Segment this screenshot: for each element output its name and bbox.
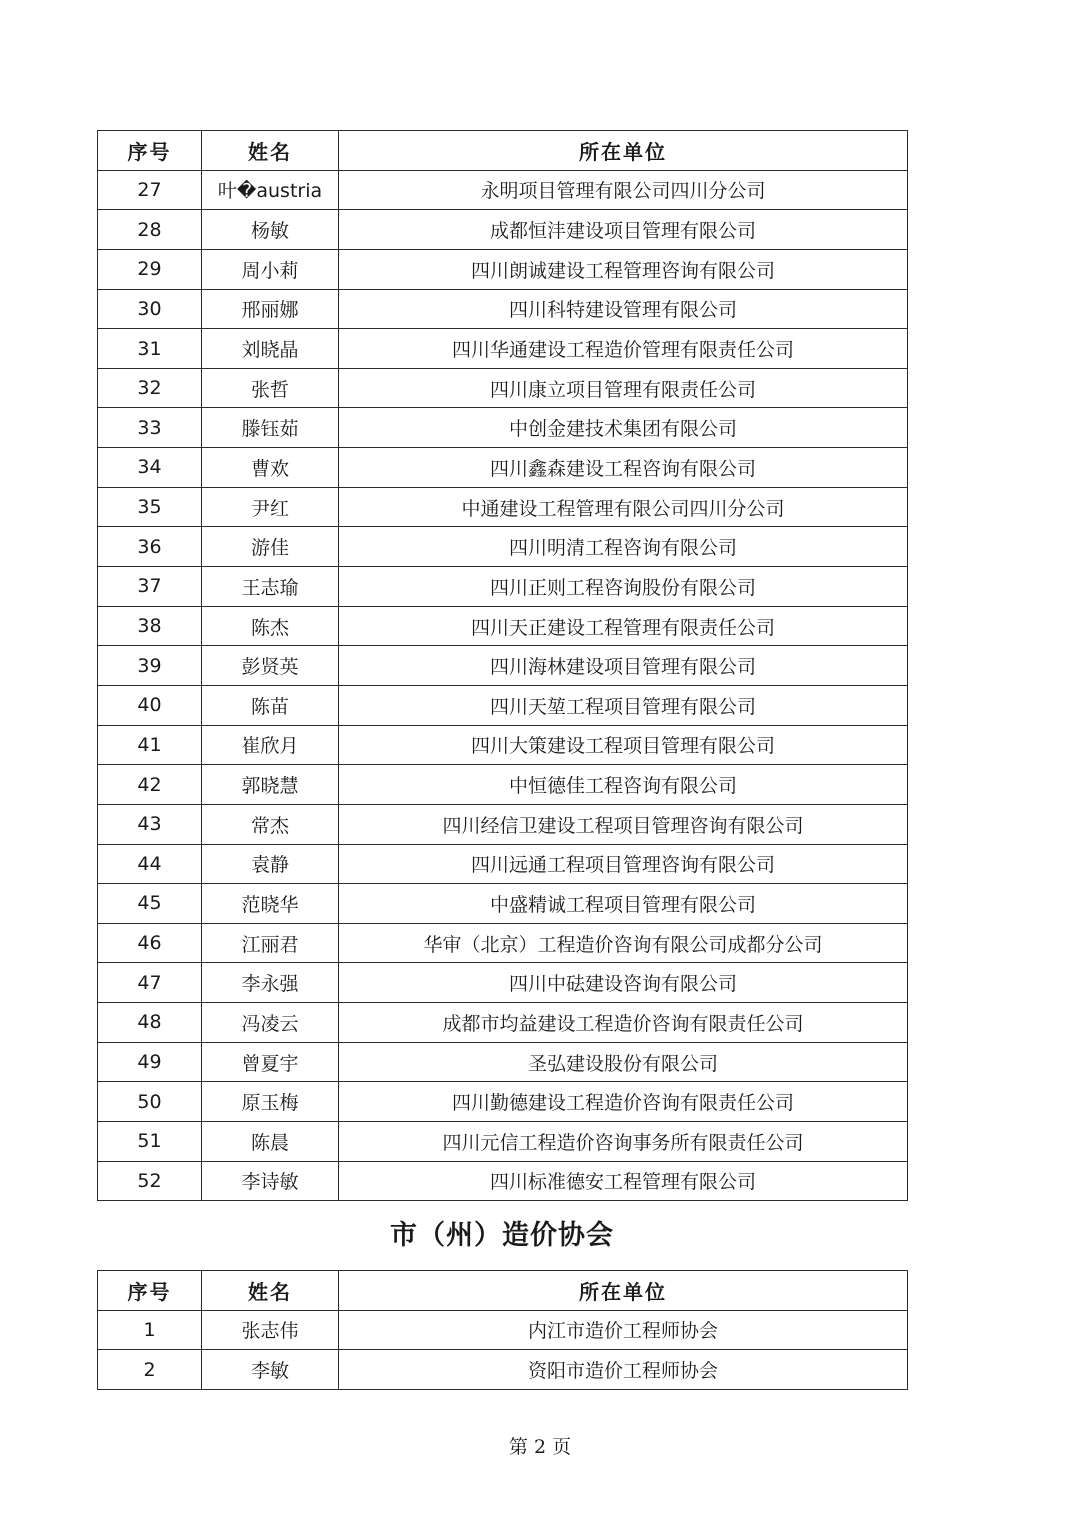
cell-no: 47: [98, 963, 202, 1003]
table-row: [98, 765, 908, 805]
cell-no: 2: [98, 1350, 202, 1390]
cell-no: 39: [98, 646, 202, 686]
cell-no: 46: [98, 923, 202, 963]
cell-unit: 成都恒沣建设项目管理有限公司: [339, 210, 908, 250]
cell-no: 32: [98, 368, 202, 408]
table-row: [98, 804, 908, 844]
cell-unit: 四川明清工程咨询有限公司: [339, 527, 908, 567]
cell-unit: 四川远通工程项目管理咨询有限公司: [339, 844, 908, 884]
table-row: [98, 606, 908, 646]
cell-no: 40: [98, 685, 202, 725]
cell-name: 原玉梅: [202, 1082, 339, 1122]
cell-unit: 四川朗诚建设工程管理咨询有限公司: [339, 249, 908, 289]
cell-no: 1: [98, 1310, 202, 1350]
cell-unit: 圣弘建设股份有限公司: [339, 1042, 908, 1082]
cell-unit: 四川科特建设管理有限公司: [339, 289, 908, 329]
main-list-body: [98, 170, 908, 1201]
cell-no: 52: [98, 1161, 202, 1201]
table-row: [98, 646, 908, 686]
cell-name: 郭晓慧: [202, 765, 339, 805]
cell-unit: 华审（北京）工程造价咨询有限公司成都分公司: [339, 923, 908, 963]
table-header-row: [98, 1271, 908, 1311]
table-row: [98, 685, 908, 725]
cell-name: 李敏: [202, 1350, 339, 1390]
table-row: [98, 527, 908, 567]
cell-name: 陈杰: [202, 606, 339, 646]
cell-no: 30: [98, 289, 202, 329]
cell-unit: 四川天正建设工程管理有限责任公司: [339, 606, 908, 646]
cell-unit: 四川天堃工程项目管理有限公司: [339, 685, 908, 725]
cell-unit: 四川元信工程造价咨询事务所有限责任公司: [339, 1122, 908, 1162]
cell-name: 张哲: [202, 368, 339, 408]
cell-unit: 中创金建技术集团有限公司: [339, 408, 908, 448]
header-name: 姓名: [202, 131, 339, 171]
cell-unit: 四川勤德建设工程造价咨询有限责任公司: [339, 1082, 908, 1122]
cell-name: 江丽君: [202, 923, 339, 963]
cell-unit: 四川华通建设工程造价管理有限责任公司: [339, 329, 908, 369]
cell-name: 周小莉: [202, 249, 339, 289]
cell-name: 李诗敏: [202, 1161, 339, 1201]
table-row: [98, 1350, 908, 1390]
cell-unit: 四川正则工程咨询股份有限公司: [339, 567, 908, 607]
cell-name: 崔欣月: [202, 725, 339, 765]
cell-no: 28: [98, 210, 202, 250]
cell-name: 陈晨: [202, 1122, 339, 1162]
cell-unit: 四川标准德安工程管理有限公司: [339, 1161, 908, 1201]
cell-name: 曾夏宇: [202, 1042, 339, 1082]
cell-name: 杨敏: [202, 210, 339, 250]
cell-no: 50: [98, 1082, 202, 1122]
table-row: [98, 408, 908, 448]
cell-name: 刘晓晶: [202, 329, 339, 369]
table-row: [98, 963, 908, 1003]
table-header-row: [98, 131, 908, 171]
cell-no: 49: [98, 1042, 202, 1082]
cell-name: 曹欢: [202, 448, 339, 488]
table-row: [98, 329, 908, 369]
table-row: [98, 249, 908, 289]
cell-name: 冯凌云: [202, 1003, 339, 1043]
city-association-table: [97, 1270, 908, 1390]
cell-no: 45: [98, 884, 202, 924]
cell-unit: 永明项目管理有限公司四川分公司: [339, 170, 908, 210]
section-title: 市（州）造价协会: [390, 1220, 614, 1251]
table-row: [98, 210, 908, 250]
cell-name: 范晓华: [202, 884, 339, 924]
cell-unit: 资阳市造价工程师协会: [339, 1350, 908, 1390]
cell-no: 43: [98, 804, 202, 844]
cell-name: 尹红: [202, 487, 339, 527]
cell-name: 张志伟: [202, 1310, 339, 1350]
table-row: [98, 923, 908, 963]
cell-name: 彭贤英: [202, 646, 339, 686]
city-list-body: [98, 1310, 908, 1389]
cell-unit: 四川海林建设项目管理有限公司: [339, 646, 908, 686]
table-row: [98, 884, 908, 924]
cell-name: 游佳: [202, 527, 339, 567]
table-row: [98, 448, 908, 488]
table-row: [98, 1310, 908, 1350]
cell-no: 33: [98, 408, 202, 448]
cell-name: 滕钰茹: [202, 408, 339, 448]
cell-unit: 四川中砝建设咨询有限公司: [339, 963, 908, 1003]
header-no: 序号: [98, 1271, 202, 1311]
cell-unit: 中恒德佳工程咨询有限公司: [339, 765, 908, 805]
cell-name: 袁静: [202, 844, 339, 884]
cell-unit: 中盛精诚工程项目管理有限公司: [339, 884, 908, 924]
cell-no: 44: [98, 844, 202, 884]
table-row: [98, 844, 908, 884]
cell-unit: 成都市均益建设工程造价咨询有限责任公司: [339, 1003, 908, 1043]
cell-unit: 中通建设工程管理有限公司四川分公司: [339, 487, 908, 527]
table-row: [98, 487, 908, 527]
cell-no: 36: [98, 527, 202, 567]
cell-name: 叶�austria: [202, 170, 339, 210]
table-row: [98, 1161, 908, 1201]
cell-no: 34: [98, 448, 202, 488]
cell-name: 王志瑜: [202, 567, 339, 607]
table-row: [98, 1042, 908, 1082]
main-list-table: [97, 130, 908, 1201]
table-row: [98, 1003, 908, 1043]
page-number: 第 2 页: [508, 1436, 572, 1458]
cell-unit: 四川经信卫建设工程项目管理咨询有限公司: [339, 804, 908, 844]
cell-unit: 内江市造价工程师协会: [339, 1310, 908, 1350]
header-unit: 所在单位: [339, 131, 908, 171]
cell-name: 常杰: [202, 804, 339, 844]
table-row: [98, 170, 908, 210]
header-unit: 所在单位: [339, 1271, 908, 1311]
cell-no: 41: [98, 725, 202, 765]
table-row: [98, 1082, 908, 1122]
cell-no: 29: [98, 249, 202, 289]
cell-no: 35: [98, 487, 202, 527]
cell-no: 48: [98, 1003, 202, 1043]
cell-name: 陈苗: [202, 685, 339, 725]
cell-no: 27: [98, 170, 202, 210]
table-row: [98, 289, 908, 329]
cell-unit: 四川康立项目管理有限责任公司: [339, 368, 908, 408]
table-row: [98, 567, 908, 607]
table-row: [98, 368, 908, 408]
cell-unit: 四川鑫森建设工程咨询有限公司: [339, 448, 908, 488]
table-row: [98, 725, 908, 765]
cell-no: 38: [98, 606, 202, 646]
table-row: [98, 1122, 908, 1162]
cell-name: 李永强: [202, 963, 339, 1003]
header-no: 序号: [98, 131, 202, 171]
cell-no: 31: [98, 329, 202, 369]
header-name: 姓名: [202, 1271, 339, 1311]
cell-no: 37: [98, 567, 202, 607]
cell-no: 42: [98, 765, 202, 805]
cell-no: 51: [98, 1122, 202, 1162]
cell-name: 邢丽娜: [202, 289, 339, 329]
cell-unit: 四川大策建设工程项目管理有限公司: [339, 725, 908, 765]
